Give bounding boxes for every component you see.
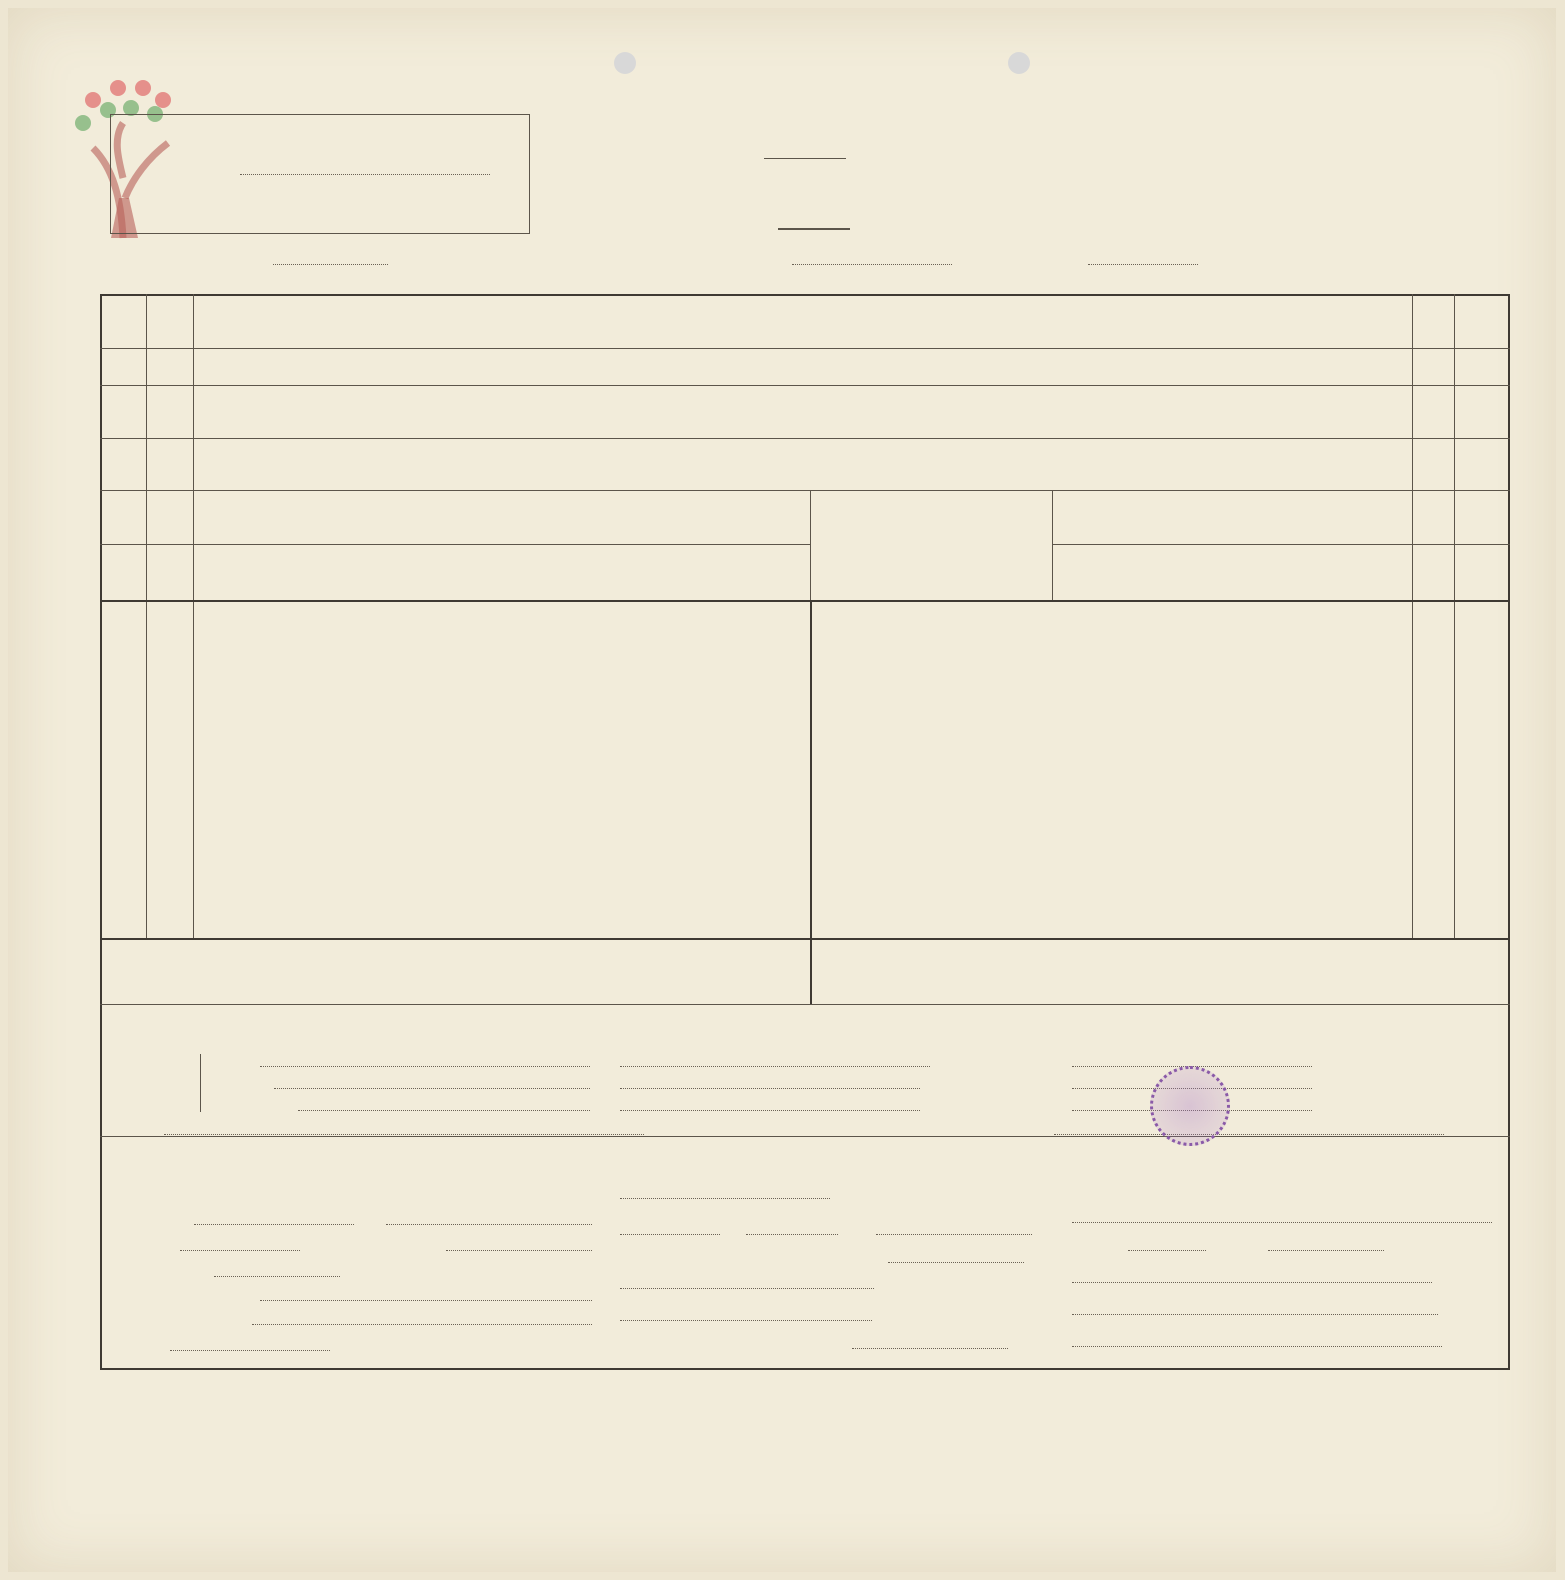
cert-at-field bbox=[386, 1224, 592, 1225]
cert-day-field bbox=[180, 1250, 300, 1251]
divider bbox=[778, 228, 850, 230]
row-line bbox=[100, 1136, 1510, 1137]
num-column-line-right bbox=[1454, 294, 1455, 940]
cert-month-ar-field bbox=[1128, 1250, 1206, 1251]
row-line bbox=[100, 1004, 1510, 1005]
row-line bbox=[100, 938, 1510, 940]
cert-sig-heb-field bbox=[620, 1288, 874, 1289]
official-stamp bbox=[1150, 1066, 1230, 1146]
cert-in-heb-field bbox=[876, 1234, 1032, 1235]
cert-month-field bbox=[446, 1250, 592, 1251]
row-line bbox=[100, 385, 1510, 386]
frame-left bbox=[100, 294, 102, 1368]
notification-field bbox=[792, 264, 952, 265]
document-page bbox=[8, 8, 1556, 1572]
notifier-name-heb-field bbox=[620, 1066, 930, 1067]
punch-hole bbox=[1008, 52, 1030, 74]
cert-addr-heb-field bbox=[620, 1320, 872, 1321]
row-line bbox=[100, 438, 1510, 439]
cert-born-ar-field bbox=[1072, 1222, 1492, 1223]
cert-year-heb-field bbox=[888, 1262, 1024, 1263]
code-column-line-right bbox=[1412, 294, 1413, 940]
cert-date-field bbox=[170, 1350, 330, 1351]
cert-date-heb-field bbox=[852, 1348, 1008, 1349]
notifier-address-field bbox=[274, 1088, 590, 1089]
notifier-desc-heb-field bbox=[620, 1110, 920, 1111]
cert-day-ar-field bbox=[1268, 1250, 1384, 1251]
cert-sig-ar-field bbox=[1072, 1282, 1432, 1283]
row-line bbox=[100, 348, 1510, 349]
cert-day-heb-field bbox=[746, 1234, 838, 1235]
divider bbox=[764, 158, 846, 159]
frame-bottom bbox=[100, 1368, 1510, 1370]
cert-year-field bbox=[214, 1276, 340, 1277]
brace bbox=[200, 1054, 201, 1112]
cert-date-ar-field bbox=[1072, 1346, 1442, 1347]
notification-field-ar bbox=[1088, 264, 1198, 265]
num-column-line bbox=[193, 294, 194, 940]
notifier-date-heb-field bbox=[1054, 1134, 1444, 1135]
row-line bbox=[100, 544, 810, 545]
notification-field-left bbox=[273, 264, 388, 265]
cert-signature-field bbox=[260, 1300, 592, 1301]
row-line bbox=[100, 600, 1510, 602]
row-line bbox=[100, 490, 1510, 491]
notifier-description-field bbox=[298, 1110, 590, 1111]
code-column-line bbox=[146, 294, 147, 940]
town-field bbox=[240, 174, 490, 175]
punch-hole bbox=[614, 52, 636, 74]
frame-right bbox=[1508, 294, 1510, 1368]
children-box-left bbox=[810, 490, 811, 600]
notifier-address-heb-field bbox=[620, 1088, 920, 1089]
cert-address-field bbox=[252, 1324, 592, 1325]
row-line bbox=[1052, 544, 1510, 545]
notifier-date-field bbox=[164, 1134, 644, 1135]
children-box-mid bbox=[1052, 490, 1053, 600]
cert-born-field bbox=[194, 1224, 354, 1225]
cert-addr-ar-field bbox=[1072, 1314, 1438, 1315]
cert-line-1-heb-field bbox=[620, 1198, 830, 1199]
parents-divider bbox=[810, 600, 812, 1004]
frame-top bbox=[100, 294, 1510, 296]
cert-month-heb-field bbox=[620, 1234, 720, 1235]
notifier-name-field bbox=[260, 1066, 590, 1067]
